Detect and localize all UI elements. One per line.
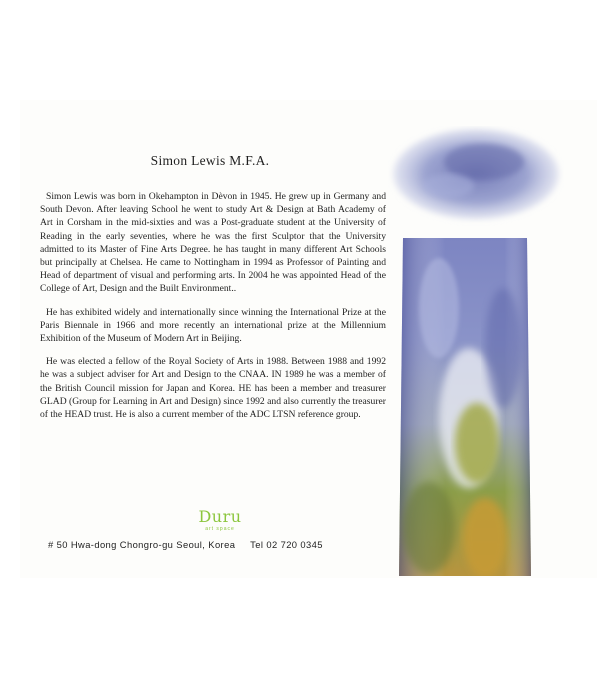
biography-text bbox=[40, 190, 386, 431]
artwork-column bbox=[399, 238, 534, 576]
address-street: # 50 Hwa-dong Chongro-gu Seoul, Korea bbox=[48, 539, 236, 550]
biography-paragraph-2: He has exhibited widely and internationally since winning the International Prize at the Paris Biennale in 1966 and more recently an international prize at the Millennium Exhibition of the Museum of Modern Art in Beijing. bbox=[40, 306, 386, 345]
logo-subtitle: art space bbox=[205, 526, 235, 532]
address-phone: Tel 02 720 0345 bbox=[250, 539, 323, 550]
biography-paragraph-3: He was elected a fellow of the Royal Society of Arts in 1988. Between 1988 and 1992 he was a subject adviser for Art and Design to the CNAA. IN 1989 he was a member of the British Council mission for Japan and Korea. HE has been a member and treasurer GLAD (Group for Learning in Art and Design) since 1992 and also currently the treasurer of the HEAD trust. He is also a current member of the ADC LTSN reference group. bbox=[40, 356, 386, 421]
artwork-top-form bbox=[388, 126, 564, 226]
biography-paragraph-1: Simon Lewis was born in Okehampton in Dèvon in 1945. He grew up in Germany and South Devon. After leaving School he went to study Art & Design at Bath Academy of Art in Corsham in the mid-sixties and was a Post-graduate student at the University of Reading in the early seventies, where he was the first Sculptor that the University admitted to its Master of Fine Arts Degree. he has taught in many different Art Schools but principally at Chelsea. He came to Nottingham in 1994 as Professor of Painting and Head of department of visual and performing arts. In 2004 he was appointed Head of the College of Art, Design and the Built Environment.. bbox=[40, 191, 386, 295]
gallery-logo bbox=[140, 508, 300, 532]
page-title: Simon Lewis M.F.A. bbox=[150, 153, 270, 168]
gallery-address bbox=[48, 539, 378, 550]
logo-name: Duru bbox=[198, 507, 242, 526]
